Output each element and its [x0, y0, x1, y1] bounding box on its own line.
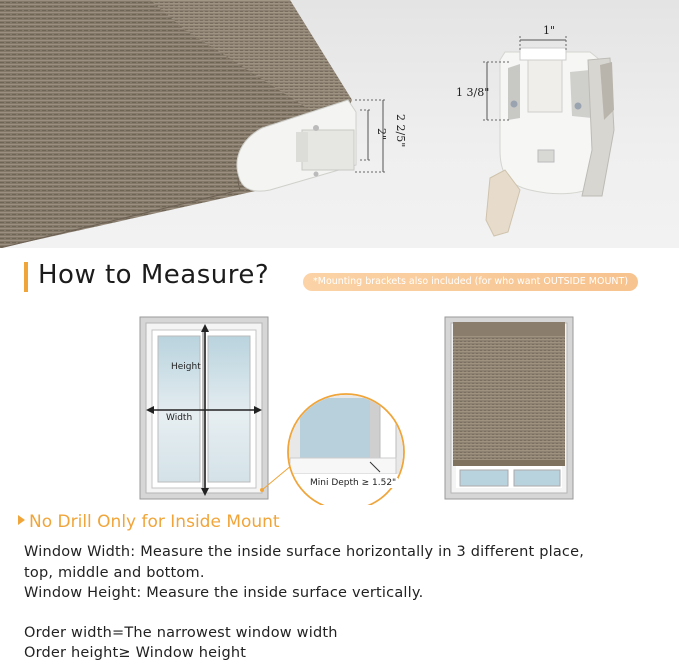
width-label: Width: [166, 413, 193, 423]
triangle-bullet-icon: [18, 515, 25, 525]
instruction-line: Order width=The narrowest window width: [24, 625, 338, 641]
inside-mount-heading: [18, 512, 280, 532]
instruction-line: top, middle and bottom.: [24, 565, 205, 581]
roller-height-label: 2 2/5": [394, 114, 407, 148]
window-diagram-left: [140, 317, 268, 499]
roller-shade: [453, 336, 565, 460]
product-photo-panel: [0, 0, 679, 248]
mounting-note-badge: *Mounting brackets also included (for who want OUTSIDE MOUNT): [303, 273, 638, 291]
instruction-line: Order height≥ Window height: [24, 645, 247, 661]
measure-diagrams: [0, 300, 679, 505]
instruction-line: Window Width: Measure the inside surface horizontally in 3 different place,: [24, 544, 585, 560]
inside-mount-title: No Drill Only for Inside Mount: [29, 512, 280, 532]
depth-label: Mini Depth ≥ 1.52": [310, 478, 397, 488]
window-diagram-right: [445, 317, 573, 499]
roller-shade-illustration: [0, 0, 679, 248]
heading-accent-bar: [24, 262, 28, 292]
page-title: How to Measure?: [38, 260, 270, 290]
bracket-height-label: 1 3/8": [456, 86, 490, 99]
bracket-width-label: 1": [543, 24, 556, 37]
roller-inner-label: 2": [375, 128, 388, 141]
height-label: Height: [171, 362, 201, 372]
instruction-line: Window Height: Measure the inside surface vertically.: [24, 585, 424, 601]
